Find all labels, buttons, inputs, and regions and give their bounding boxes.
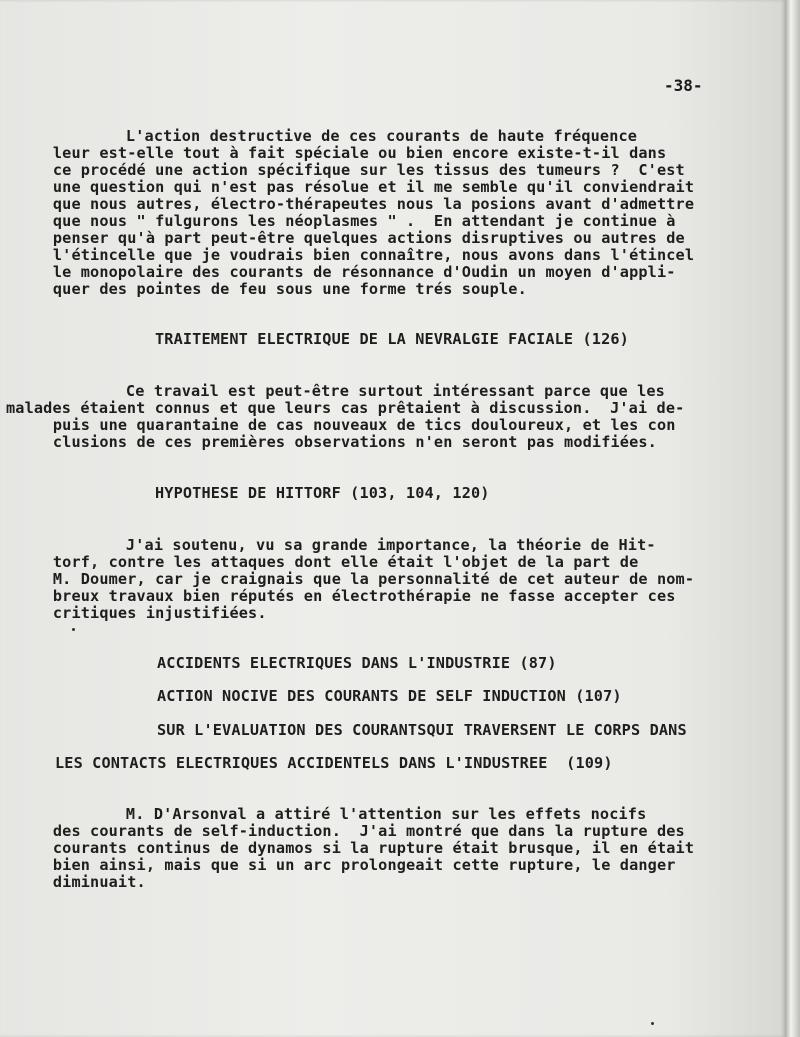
text-line: que nous " fulgurons les néoplasmes " . En attendant je continue à (25, 212, 676, 230)
text-line: que nous autres, électro-thérapeutes nous la posions avant d'admettre (25, 195, 695, 213)
text-line: le monopolaire des courants de résonnance d'Oudin un moyen d'appli- (25, 263, 676, 281)
heading-facial-neuralgia: TRAITEMENT ELECTRIQUE DE LA NEVRALGIE FACIALE (126) (155, 330, 629, 348)
heading-current-evaluation: SUR L'EVALUATION DES COURANTSQUI TRAVERSENT LE CORPS DANS (157, 721, 687, 739)
text-line: clusions de ces premières observations n'en seront pas modifiées. (25, 433, 657, 451)
text-line: M. Doumer, car je craignais que la personnalité de cet auteur de nom- (25, 570, 695, 588)
text-line: l'étincelle que je voudrais bien connaître, nous avons dans l'étincel (25, 246, 695, 264)
text-line: des courants de self-induction. J'ai montré que dans la rupture des (25, 822, 685, 840)
text-line: Ce travail est peut-être surtout intéressant parce que les (33, 382, 665, 400)
heading-hittorf-hypothesis: HYPOTHESE DE HITTORF (103, 104, 120) (155, 484, 490, 502)
text-line: M. D'Arsonval a attiré l'attention sur les effets nocifs (33, 805, 647, 823)
text-line: ce procédé une action spécifique sur les tissus des tumeurs ? C'est (25, 161, 685, 179)
text-line: diminuait. (25, 873, 146, 891)
text-line: J'ai soutenu, vu sa grande importance, la théorie de Hit- (33, 536, 656, 554)
text-line: bien ainsi, mais que si un arc prolongeait cette rupture, le danger (25, 856, 676, 874)
heading-industrial-accidents: ACCIDENTS ELECTRIQUES DANS L'INDUSTRIE (87) (157, 654, 557, 672)
ink-dot (72, 628, 75, 631)
text-line: leur est-elle tout à fait spéciale ou bien encore existe-t-il dans (25, 144, 667, 162)
text-line: puis une quarantaine de cas nouveaux de tics douloureux, et les con (25, 416, 676, 434)
text-line: une question qui n'est pas résolue et il me semble qu'il conviendrait (25, 178, 695, 196)
page-number: -38- (664, 76, 703, 95)
text-line: penser qu'à part peut-être quelques actions disruptives ou autres de (25, 229, 685, 247)
text-line: quer des pointes de feu sous une forme trés souple. (25, 280, 527, 298)
text-line: critiques injustifiées. (25, 604, 267, 622)
text-line: L'action destructive de ces courants de haute fréquence (33, 127, 638, 145)
heading-accidental-contacts: LES CONTACTS ELECTRIQUES ACCIDENTELS DANS L'INDUSTREE (109) (55, 754, 613, 772)
page-edge (785, 0, 800, 1037)
text-line: courants continus de dynamos si la rupture était brusque, il en était (25, 839, 695, 857)
text-line: breux travaux bien réputés en électrothérapie ne fasse accepter ces (25, 587, 676, 605)
text-line: malades étaient connus et que leurs cas prêtaient à discussion. J'ai de- (6, 399, 685, 417)
heading-self-induction: ACTION NOCIVE DES COURANTS DE SELF INDUCTION (107) (157, 687, 622, 705)
ink-dot (651, 1022, 654, 1025)
text-line: torf, contre les attaques dont elle était l'objet de la part de (25, 553, 639, 571)
